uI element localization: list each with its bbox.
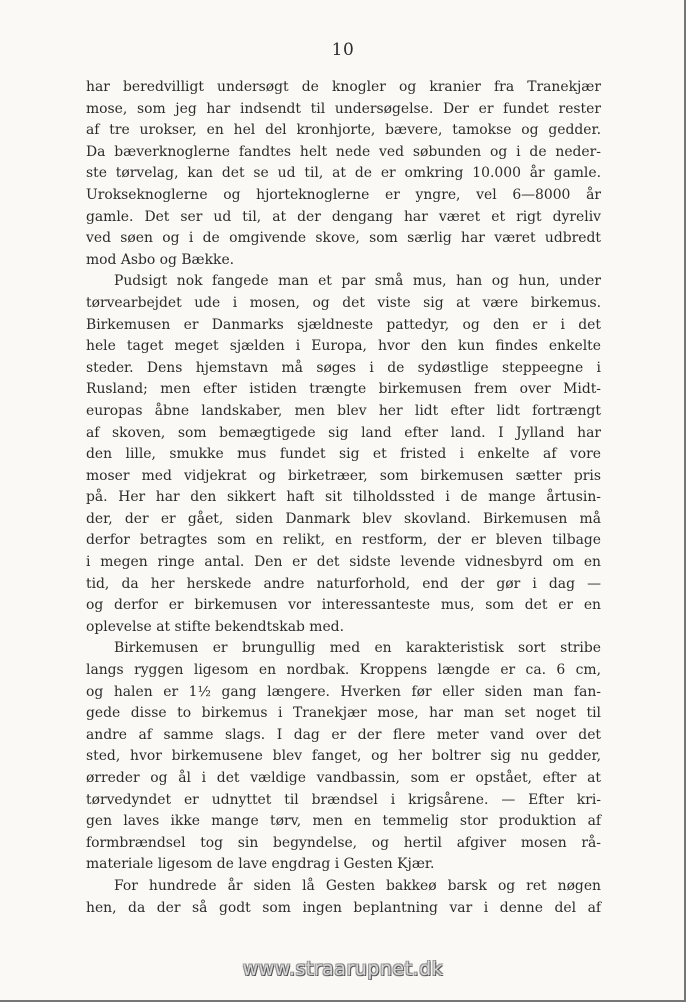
text-line: Rusland; men efter istiden trængte birkemusen frem over Midt- bbox=[86, 381, 601, 398]
text-line: sted, hvor birkemusene blev fanget, og her boltrer sig nu gedder, bbox=[86, 748, 601, 765]
watermark: www.straarupnet.dk bbox=[242, 958, 444, 980]
text-line: derfor betragtes som en relikt, en restform, der er bleven tilbage bbox=[86, 532, 601, 549]
text-line: gen laves ikke mange tørv, men en temmelig stor produktion af bbox=[86, 813, 601, 830]
text-line: Da bæverknoglerne fandtes helt nede ved søbunden og i de neder- bbox=[86, 143, 601, 160]
text-line: af tre urokser, en hel del kronhjorte, bævere, tamokse og gedder. bbox=[86, 122, 601, 139]
text-line: der, der er gået, siden Danmark blev skovland. Birkemusen må bbox=[86, 510, 601, 527]
text-line: hen, da der så godt som ingen beplantning var i denne del af bbox=[86, 899, 601, 916]
text-line: ved søen og i de omgivende skove, som særlig har været udbredt bbox=[86, 230, 601, 247]
text-line: gamle. Det ser ud til, at der dengang har været et rigt dyreliv bbox=[86, 208, 601, 225]
text-line: tørvedyndet er udnyttet til brændsel i krigsårene. — Efter kri- bbox=[86, 791, 601, 808]
text-line: og derfor er birkemusen vor interessanteste mus, som det er en bbox=[86, 597, 601, 614]
text-line: ste tørvelag, kan det se ud til, at de er omkring 10.000 år gamle. bbox=[86, 165, 601, 182]
text-line: For hundrede år siden lå Gesten bakkeø barsk og ret nøgen bbox=[114, 877, 601, 894]
text-line: tørvearbejdet ude i mosen, og det viste sig at være birkemus. bbox=[86, 294, 601, 311]
text-line: Pudsigt nok fangede man et par små mus, han og hun, under bbox=[114, 273, 601, 290]
text-line: steder. Dens hjemstavn må søges i de sydøstlige steppeegne i bbox=[86, 359, 601, 376]
text-line: Birkemusen er Danmarks sjældneste pattedyr, og den er i det bbox=[86, 316, 601, 333]
text-line: langs ryggen ligesom en nordbak. Kroppens længde er ca. 6 cm, bbox=[86, 662, 601, 679]
text-line: mose, som jeg har indsendt til undersøgelse. Der er fundet rester bbox=[86, 100, 601, 117]
text-line: på. Her har den sikkert haft sit tilholdssted i de mange årtusin- bbox=[86, 489, 601, 506]
text-line: hele taget meget sjælden i Europa, hvor den kun findes enkelte bbox=[86, 338, 601, 355]
text-line: moser med vidjekrat og birketræer, som birkemusen sætter pris bbox=[86, 467, 601, 484]
text-line: gede disse to birkemus i Tranekjær mose, har man set noget til bbox=[86, 705, 601, 722]
text-line: materiale ligesom de lave engdrag i Gesten Kjær. bbox=[86, 856, 435, 873]
text-line: oplevelse at stifte bekendtskab med. bbox=[86, 618, 344, 635]
text-line: europas åbne landskaber, men blev her lidt efter lidt fortrængt bbox=[86, 402, 601, 419]
text-line: tid, da her herskede andre naturforhold, end der gør i dag — bbox=[86, 575, 601, 592]
text-line: har beredvilligt undersøgt de knogler og kranier fra Tranekjær bbox=[86, 79, 601, 95]
text-line: ørreder og ål i det vældige vandbassin, som er opstået, efter at bbox=[86, 770, 601, 786]
text-line: Urokseknoglerne og hjorteknoglerne er yngre, vel 6—8000 år bbox=[86, 186, 601, 203]
body-text bbox=[86, 77, 601, 919]
text-line: og halen er 1½ gang længere. Hverken før eller siden man fan- bbox=[86, 683, 601, 700]
text-line: mod Asbo og Bække. bbox=[86, 251, 235, 268]
text-line: andre af samme slags. I dag er der flere meter vand over det bbox=[86, 726, 601, 743]
text-line: formbrændsel tog sin begyndelse, og hertil afgiver mosen rå- bbox=[86, 834, 601, 851]
text-line: af skoven, som bemægtigede sig land efter land. I Jylland har bbox=[86, 424, 601, 441]
text-line: den lille, smukke mus fundet sig et fristed i enkelte af vore bbox=[86, 446, 601, 463]
page-number: 10 bbox=[331, 40, 355, 60]
text-line: Birkemusen er brungullig med en karakteristisk sort stribe bbox=[114, 640, 601, 657]
text-line: i megen ringe antal. Den er det sidste levende vidnesbyrd om en bbox=[86, 554, 601, 571]
